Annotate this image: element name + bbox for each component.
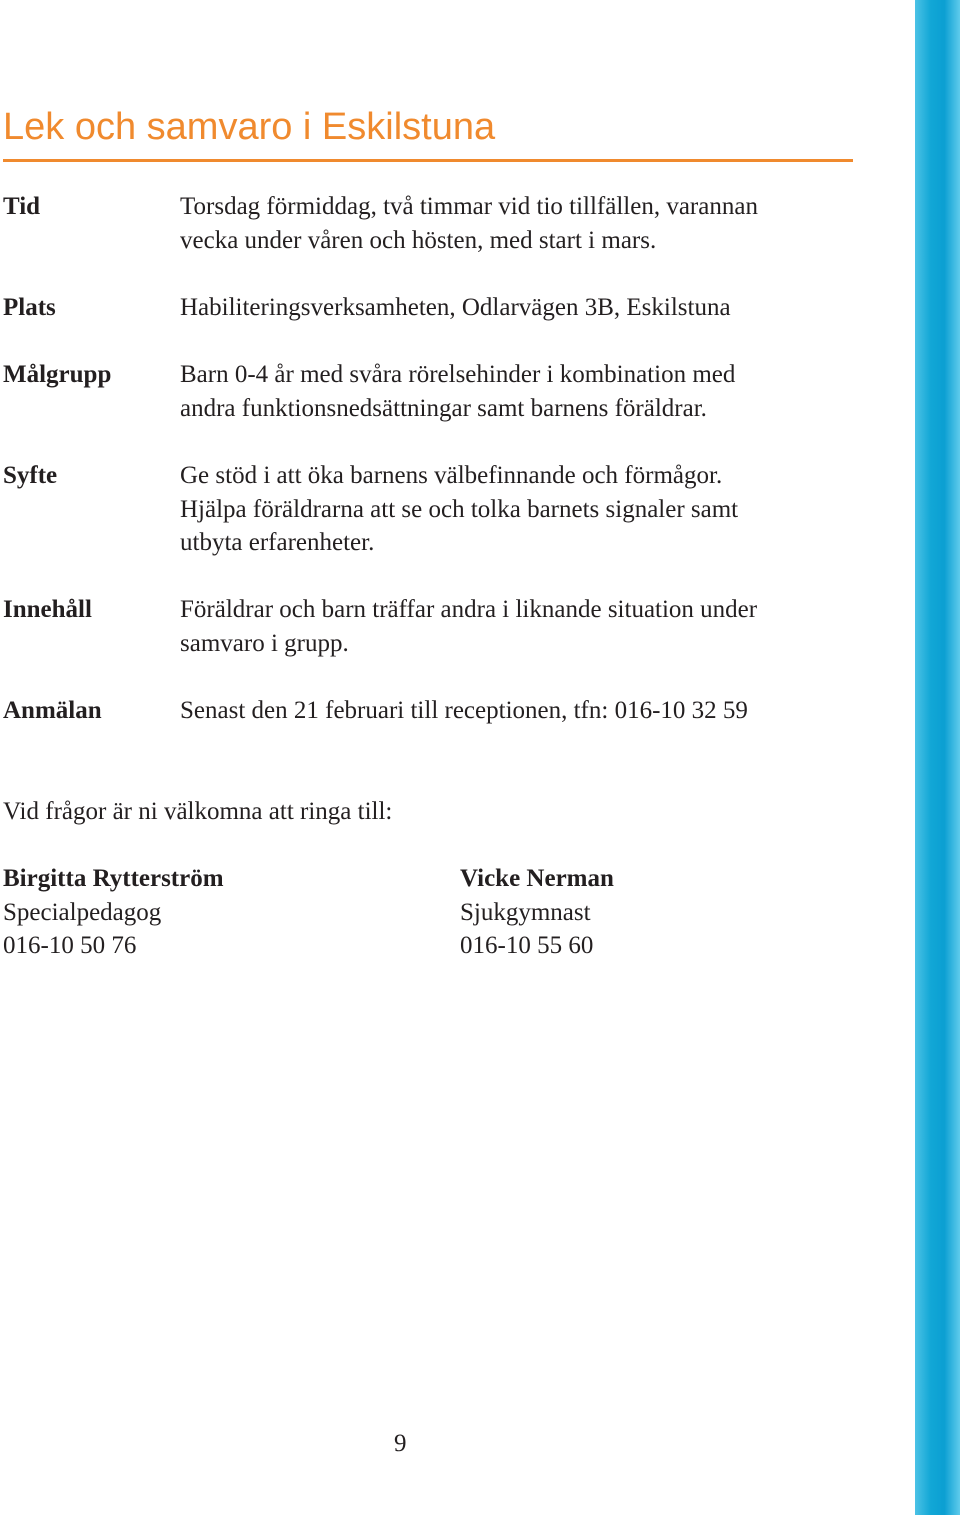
questions-intro: Vid frågor är ni välkomna att ringa till: [3,798,393,825]
row-label-malgrupp: Målgrupp [3,361,112,388]
row-value-line: vecka under våren och hösten, med start i mars. [180,226,657,254]
row-value-innehall [180,593,860,660]
contact-card [3,862,224,963]
row-value-syfte [180,459,860,560]
contact-role: Specialpedagog [3,898,162,926]
row-label-innehall: Innehåll [3,596,92,623]
row-label-anmalan: Anmälan [3,697,102,724]
page-title: Lek och samvaro i Eskilstuna [3,106,496,148]
contact-name: Birgitta Rytterström [3,865,224,892]
page-number: 9 [394,1430,407,1457]
contact-phone: 016-10 50 76 [3,932,137,959]
row-value-line: andra funktionsnedsättningar samt barnens föräldrar. [180,394,707,422]
contact-phone: 016-10 55 60 [460,932,594,959]
row-label-syfte: Syfte [3,462,58,489]
row-value-line: Föräldrar och barn träffar andra i liknande situation under [180,596,758,623]
row-value-line: Senast den 21 februari till receptionen, tfn: 016-10 32 59 [180,697,748,724]
contact-role: Sjukgymnast [460,898,591,926]
row-value-line: Torsdag förmiddag, två timmar vid tio tillfällen, varannan [180,193,758,220]
row-value-plats [180,291,860,325]
row-value-anmalan [180,694,860,728]
row-label-tid: Tid [3,193,41,220]
row-value-line: Hjälpa föräldrarna att se och tolka barnets signaler samt [180,495,739,523]
row-value-line: Barn 0-4 år med svåra rörelsehinder i kombination med [180,361,736,388]
row-value-tid [180,190,860,257]
side-color-stripe [915,0,960,1515]
row-value-line: Habiliteringsverksamheten, Odlarvägen 3B, Eskilstuna [180,294,731,321]
contact-name: Vicke Nerman [460,865,614,892]
row-value-malgrupp [180,358,860,425]
title-underline [3,159,853,162]
contact-card [460,862,614,963]
row-value-line: utbyta erfarenheter. [180,529,375,556]
row-label-plats: Plats [3,294,56,321]
row-value-line: samvaro i grupp. [180,629,349,657]
row-value-line: Ge stöd i att öka barnens välbefinnande och förmågor. [180,462,723,489]
